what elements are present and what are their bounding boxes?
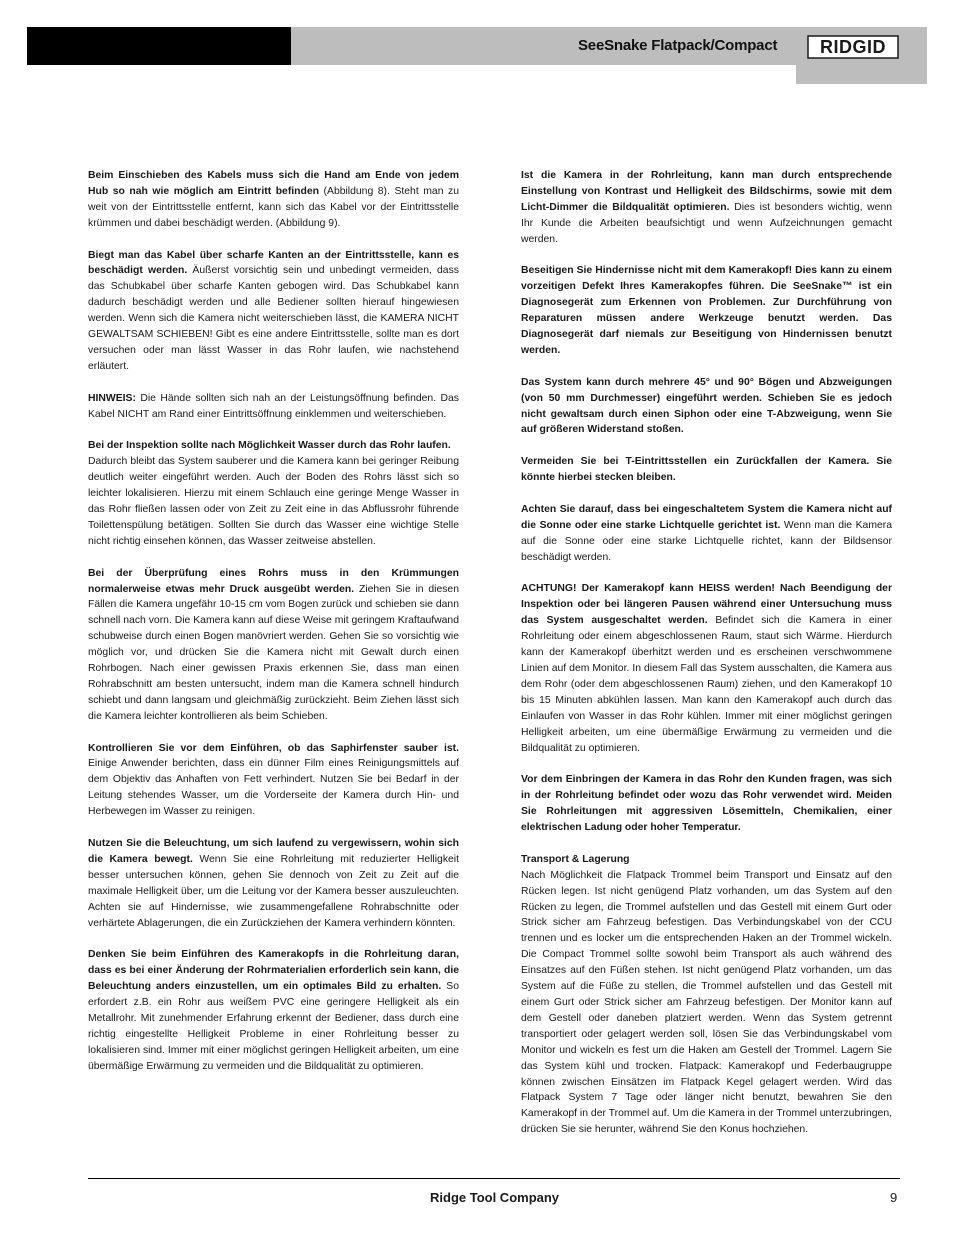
paragraph-bold-lead: Achten Sie darauf, dass bei eingeschaltetem System die Kamera nicht auf die Sonne oder eine starke Lichtquelle gerichtet ist.: [521, 503, 892, 531]
paragraph-text: Dadurch bleibt das System sauberer und die Kamera kann bei geringer Reibung deutlich weiter eingeführt werden. Auch der Boden des Rohrs lässt sich so leichter lokalisieren. Hierzu mit einem Schlauch eine geringe Menge Wasser in das Rohr fließen lassen oder von Zeit zu Zeit eine in das Abflussrohr führende Toilettenspülung betätigen. Sollten Sie durch das Wasser eine wichtige Stelle nicht richtig einsehen können, das Wasser zeitweise abstellen.: [88, 456, 459, 547]
footer-company: Ridge Tool Company: [430, 1190, 560, 1205]
paragraph: [521, 852, 892, 1138]
paragraph: [88, 947, 459, 1074]
paragraph: [88, 566, 459, 725]
paragraph-text: Befindet sich die Kamera in einer Rohrleitung oder einem abgeschlossenen Raum, staut sich Wärme. Hierdurch kann der Kamerakopf überhitzt werden und es erscheinen verschwommene Linien auf dem Monitor. In diesem Fall das System ausschalten, die Kamera aus dem Rohr (oder dem abgeschlossenen Raum) ziehen, und den Kamerakopf 10 bis 15 Minuten abkühlen lassen. Man kann den Kamerakopf auch durch das Einlaufen von Wasser in das Rohr kühlen. Immer mit einer möglichst geringen Helligkeit arbeiten, um eine übermäßige Erwärmung zu vermeiden und die Bildqualität zu optimieren.: [521, 615, 892, 754]
paragraph-text: Wenn Sie eine Rohrleitung mit reduzierter Helligkeit besser untersuchen können, gehen Sie dennoch von Zeit zu Zeit auf die maximale Helligkeit über, um die Leitung vor der Kamera besser auszuleuchten. Achten sie auf Hindernisse, wie zusammengefallene Rohrabschnitte oder verhärtete Ablagerungen, die ein Zurückziehen der Kamera verhindern könnten.: [88, 853, 459, 929]
paragraph: [88, 836, 459, 931]
footer-rule: [88, 1178, 900, 1179]
paragraph-bold-lead: HINWEIS:: [88, 392, 136, 404]
paragraph-text: Wenn man die Kamera auf die Sonne oder eine starke Lichtquelle richtet, kann der Bildsensor beschädigt werden.: [521, 519, 892, 563]
paragraph: [521, 168, 892, 248]
paragraph: [88, 391, 459, 423]
paragraph-bold-lead: Nutzen Sie die Beleuchtung, um sich laufend zu vergewissern, wohin sich die Kamera bewegt.: [88, 837, 459, 865]
page-number: 9: [890, 1190, 898, 1205]
paragraph-bold-lead: Ist die Kamera in der Rohrleitung, kann man durch entsprechende Einstellung von Kontrast und Helligkeit des Bildschirms, sowie mit dem Licht-Dimmer die Bildqualität optimieren.: [521, 170, 892, 213]
document-title: SeeSnake Flatpack/Compact: [578, 37, 778, 54]
paragraph-text: So erfordert z.B. ein Rohr aus weißem PVC eine geringere Helligkeit als ein Metallrohr. Mit zunehmender Erfahrung erkennt der Bediener, dass durch eine richtig eingestellte Helligkeit Probleme in einer Rohrleitung besser zu lokalisieren sind. Immer mit einer möglichst geringen Helligkeit arbeiten, um eine übermäßige Erwärmung zu vermeiden und die Bildqualität zu optimieren.: [88, 981, 459, 1072]
paragraph-text: Nach Möglichkeit die Flatpack Trommel beim Transport und Einsatz auf den Rücken legen. Ist nicht genügend Platz vorhanden, um das System auf den Rücken zu legen, die Trommel aufstellen und das Gestell mit einem Gurt oder Strick sicher am Fahrzeug befestigen. Das Verbindungskabel von der CCU trennen und es locker um die entsprechenden Haken an der Trommel wickeln. Die Compact Trommel sollte sowohl beim Transport als auch während des Einsatzes auf den Füßen stehen. Ist nicht genügend Platz vorhanden, um das System auf die Füße zu stellen, die Trommel aufstellen und das Gestell mit einem Gurt oder Strick sicher am Fahrzeug befestigen. Der Monitor kann auf dem Gestell oder daneben platziert werden. Wenn das System getrennt transportiert oder gelagert werden soll, lösen Sie das Verbindungskabel vom Monitor und wickeln es fest um die Haken am Gestell der Trommel. Lagern Sie das System kühl und trocken. Flatpack: Kamerakopf und Federbaugruppe können zwischen Einsätzen im Flatpack Kegel gelagert werden. Wird das Flatpack System 7 Tage oder länger nicht benutzt, bewahren Sie den Kamerakopf in der Trommel auf. Um die Kamera in der Trommel unterzubringen, drücken Sie sie herunter, während Sie den Konus hochziehen.: [521, 869, 892, 1136]
paragraph: [521, 263, 892, 358]
paragraph-text: Dies ist besonders wichtig, wenn Ihr Kunde die Arbeiten beaufsichtigt und wenn Aufzeichnungen gemacht werden.: [521, 201, 893, 245]
paragraph-bold-lead: Vermeiden Sie bei T-Eintrittsstellen ein Zurückfallen der Kamera. Sie könnte hierbei stecken bleiben.: [521, 456, 892, 484]
left-column: [88, 168, 459, 1090]
paragraph: [521, 502, 892, 566]
paragraph: [88, 741, 459, 821]
paragraph-bold-lead: Denken Sie beim Einführen des Kamerakopfs in die Rohrleitung daran, dass es bei einer Änderung der Rohrmaterialien erforderlich sein kann, die Beleuchtung anders einzustellen, um ein optimales Bild zu erhalten.: [88, 949, 459, 993]
ridgid-logo: [807, 35, 899, 59]
paragraph-bold-lead: Vor dem Einbringen der Kamera in das Rohr den Kunden fragen, was sich in der Rohrleitung befindet oder wozu das Rohr verwendet wird. Meiden Sie Rohrleitungen mit aggressiven Lösemitteln, Chemikalien, einer elektrischen Ladung oder hoher Temperatur.: [521, 774, 892, 834]
paragraph-bold-lead: ACHTUNG! Der Kamerakopf kann HEISS werden! Nach Beendigung der Inspektion oder bei längeren Pausen während einer Untersuchung muss das System ausgeschaltet werden.: [521, 583, 892, 627]
svg-text:RIDGID: RIDGID: [820, 37, 886, 57]
paragraph: [521, 581, 892, 756]
paragraph: [521, 772, 892, 836]
paragraph-text: Einige Anwender berichten, dass ein dünner Film eines Reinigungsmittels auf dem Objektiv das Anhaften von Fett verhindert. Nutzen Sie bei Bedarf in der Leitung stehendes Wasser, um die Vorderseite der Kamera durch Hin- und Herbewegen im Wasser zu reinigen.: [88, 758, 459, 818]
paragraph-text: (Abbildung 8). Steht man zu weit von der Eintrittsstelle entfernt, kann sich das Kabel vor der Eintrittsstelle krümmen und dabei beschädigt werden. (Abbildung 9).: [88, 185, 459, 229]
paragraph-bold-lead: Kontrollieren Sie vor dem Einführen, ob das Saphirfenster sauber ist.: [88, 742, 459, 754]
paragraph-bold-lead: Bei der Überprüfung eines Rohrs muss in den Krümmungen normalerweise etwas mehr Druck ausgeübt werden.: [88, 567, 459, 595]
header-black-bar: [27, 27, 291, 65]
paragraph-bold-lead: Biegt man das Kabel über scharfe Kanten an der Eintrittsstelle, kann es beschädigt werden.: [88, 249, 459, 277]
paragraph-text: Äußerst vorsichtig sein und unbedingt vermeiden, dass das Schubkabel über scharfe Kanten gebogen wird. Das Schubkabel kann dadurch beschädigt werden und alle Bediener sollten hierauf hingewiesen werden. Wenn sich die Kamera nicht weiterschieben lässt, die KAMERA NICHT GEWALTSAM SCHIEBEN! Gibt es eine andere Eintrittsstelle, sollte man es dort versuchen oder man lässt Wasser in das Rohr laufen, wie nachstehend erläutert.: [88, 265, 459, 372]
paragraph: [521, 375, 892, 439]
paragraph: [88, 248, 459, 375]
paragraph: [88, 168, 459, 232]
paragraph-heading: Bei der Inspektion sollte nach Möglichkeit Wasser durch das Rohr laufen.: [88, 440, 451, 452]
right-column: [521, 168, 892, 1154]
paragraph-text: Ziehen Sie in diesen Fällen die Kamera ungefähr 10-15 cm vom Bogen zurück und schieben sie dann schnell nach vorn. Die Kamera kann auf diese Weise mit geringem Kraftaufwand schubweise durch einen Bogen manövriert werden. Gehen Sie so vorsichtig wie möglich vor, und drücken Sie die Kamera nicht mit Gewalt durch einen Rohrbogen. Nach einer gewissen Praxis erkennen Sie, dass man einen Rohrabschnitt am besten untersucht, indem man die Kamera schnell hindurch schiebt und dann langsam und gleichmäßig zurückzieht. Beim Ziehen lässt sich die Kamera leichter kontrollieren als beim Schieben.: [88, 583, 459, 722]
paragraph-bold-lead: Beim Einschieben des Kabels muss sich die Hand am Ende von jedem Hub so nah wie möglich am Eintritt befinden: [88, 170, 459, 197]
paragraph-bold-lead: Beseitigen Sie Hindernisse nicht mit dem Kamerakopf! Dies kann zu einem vorzeitigen Defekt Ihres Kamerakopfes führen. Die SeeSnake™ ist ein Diagnosegerät zum Erkennen von Problemen. Zur Durchführung von Reparaturen müssen andere Werkzeuge benutzt werden. Das Diagnosegerät darf niemals zur Beseitigung von Hindernissen benutzt werden.: [521, 265, 892, 356]
paragraph-text: Die Hände sollten sich nah an der Leistungsöffnung befinden. Das Kabel NICHT am Rand einer Eintrittsöffnung einklemmen und weiterschieben.: [88, 392, 459, 420]
header-grey-tab: [796, 65, 927, 84]
paragraph-bold-lead: Das System kann durch mehrere 45° und 90° Bögen und Abzweigungen (von 50 mm Durchmesser) eingeführt werden. Schieben Sie es jedoch nicht gewaltsam durch einen Siphon oder eine T-Abzweigung, wenn Sie auf größeren Widerstand stoßen.: [521, 376, 892, 436]
paragraph: [88, 438, 459, 549]
paragraph: [521, 454, 892, 486]
paragraph-heading: Transport & Lagerung: [521, 853, 630, 865]
